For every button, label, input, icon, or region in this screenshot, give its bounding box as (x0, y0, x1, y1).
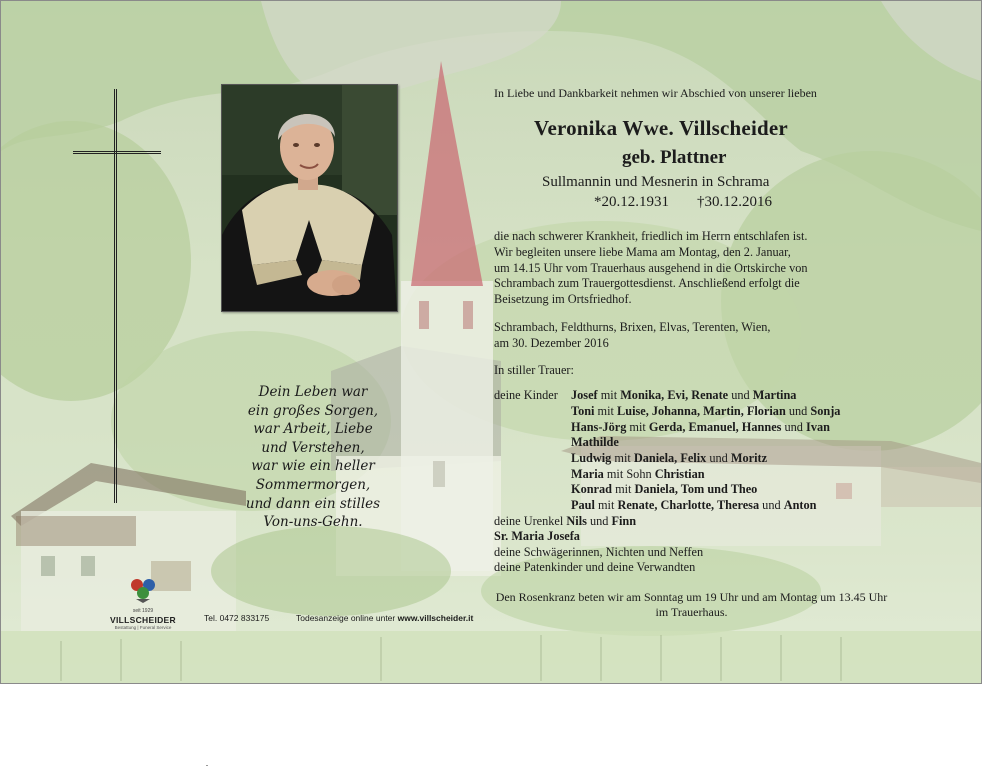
portrait-photo (221, 84, 398, 312)
death-date: †30.12.2016 (697, 194, 772, 210)
birth-date: *20.12.1931 (594, 194, 669, 210)
life-dates (594, 194, 854, 211)
family-row: Konrad mit Daniela, Tom und Theo (571, 482, 758, 496)
children-intro: deine Kinder (494, 388, 558, 402)
maiden-name: geb. Plattner (622, 147, 727, 168)
poem-line: war Arbeit, Liebe (253, 421, 373, 438)
occupation-line: Sullmannin und Mesnerin in Schrama (542, 174, 770, 190)
date-line: am 30. Dezember 2016 (494, 335, 609, 350)
memorial-poem (223, 383, 403, 532)
paragraph-line: Schrambach zum Trauergottesdienst. Anschließend erfolgt die (494, 276, 800, 291)
online-notice: Todesanzeige online unter www.villscheider.it (296, 613, 474, 623)
poem-line: Dein Leben war (258, 384, 368, 400)
logo-name: VILLSCHEIDER (110, 615, 176, 625)
rosary-notice: Den Rosenkranz beten wir am Sonntag um 19 Uhr und am Montag um 13.45 Uhr im Trauerhaus. (495, 590, 888, 619)
family-row: Hans-Jörg mit Gerda, Emanuel, Hannes und Ivan (571, 420, 830, 434)
funeral-home-logo[interactable] (107, 577, 179, 630)
poem-line: war wie ein heller (251, 458, 375, 475)
mourning-header: In stiller Trauer: (494, 363, 574, 377)
family-row: Maria mit Sohn Christian (571, 467, 705, 481)
family-row: Paul mit Renate, Charlotte, Theresa und Anton (571, 498, 817, 512)
website-link[interactable]: www.villscheider.it (397, 613, 474, 623)
family-row: Josef mit Monika, Evi, Renate und Martina (571, 388, 797, 402)
paragraph-line: um 14.15 Uhr vom Trauerhaus ausgehend in die Ortskirche von (494, 260, 808, 275)
announcement-paragraph (494, 229, 808, 308)
godchildren-line: deine Patenkinder und deine Verwandten (494, 560, 696, 574)
intro-text: In Liebe und Dankbarkeit nehmen wir Abschied von unserer lieben (494, 86, 817, 100)
paragraph-line: Wir begleiten unsere liebe Mama am Montag, den 2. Januar, (494, 244, 791, 259)
poem-line: Sommermorgen, (255, 476, 371, 493)
cross-horizontal-beam (73, 151, 161, 154)
paragraph-line: die nach schwerer Krankheit, friedlich im Herrn entschlafen ist. (494, 229, 808, 243)
phone-number[interactable]: Tel. 0472 833175 (204, 613, 270, 623)
page-mark (206, 765, 208, 766)
paragraph-line: Beisetzung im Ortsfriedhof. (494, 292, 632, 307)
family-row: Mathilde (571, 435, 619, 449)
place-line: Schrambach, Feldthurns, Brixen, Elvas, Terenten, Wien, (494, 320, 771, 334)
poem-line: und dann ein stilles (245, 495, 381, 512)
logo-subtitle: Bestattung | Funeral Service (114, 625, 172, 630)
place-and-date (494, 320, 771, 352)
poem-line: Von-uns-Gehn. (263, 514, 363, 531)
in-laws-line: deine Schwägerinnen, Nichten und Neffen (494, 545, 704, 559)
family-row: Ludwig mit Daniela, Felix und Moritz (571, 451, 768, 465)
family-row: Toni mit Luise, Johanna, Martin, Florian und Sonja (571, 404, 841, 418)
deceased-name: Veronika Wwe. Villscheider (534, 116, 788, 140)
poem-line: und Verstehen, (261, 439, 365, 456)
crest-icon (128, 577, 158, 603)
poem-line: ein großes Sorgen, (247, 402, 379, 419)
logo-since: seit 1929 (132, 608, 154, 614)
great-grandchildren: deine Urenkel Nils und Finn (494, 514, 637, 528)
sister-name: Sr. Maria Josefa (494, 529, 580, 543)
